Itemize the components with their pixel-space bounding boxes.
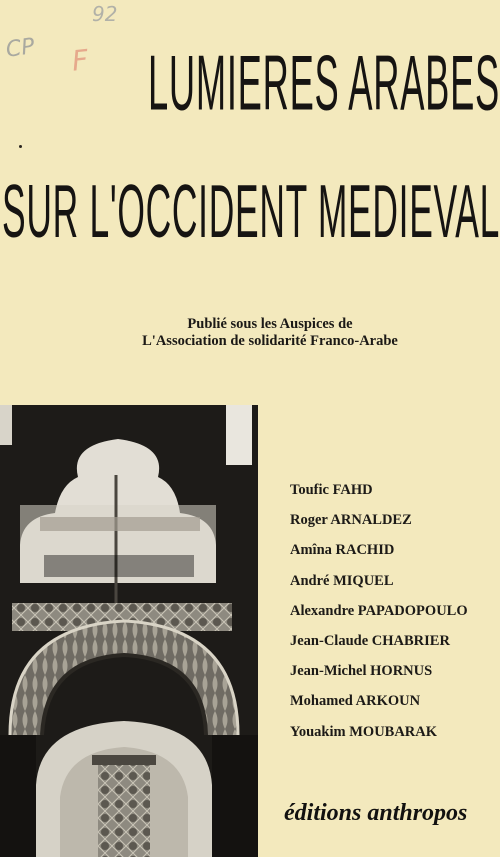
author-name: Amîna RACHID bbox=[290, 542, 395, 559]
author-name: Mohamed ARKOUN bbox=[290, 693, 421, 710]
author-name: Youakim MOUBARAK bbox=[290, 723, 438, 740]
publisher-name: éditions anthropos bbox=[284, 800, 468, 826]
author-name: Roger ARNALDEZ bbox=[290, 512, 412, 529]
handwritten-mark: F bbox=[70, 43, 90, 78]
mosque-arch-illustration bbox=[0, 405, 258, 857]
author-list bbox=[290, 482, 468, 754]
subtitle bbox=[120, 316, 420, 350]
author-name: Jean-Claude CHABRIER bbox=[290, 632, 450, 649]
handwritten-number: 92 bbox=[92, 2, 118, 26]
title-line-1: LUMIERES ARABES bbox=[148, 39, 500, 127]
author-name: Toufic FAHD bbox=[290, 482, 373, 498]
title-line-2: SUR L'OCCIDENT MEDIEVAL bbox=[2, 169, 500, 254]
subtitle-line-2: L'Association de solidarité Franco-Arabe bbox=[142, 333, 398, 349]
handwritten-code: CP bbox=[4, 34, 37, 63]
author-name: André MIQUEL bbox=[290, 572, 394, 589]
author-name: Jean-Michel HORNUS bbox=[290, 663, 433, 680]
ink-dot bbox=[19, 145, 22, 148]
subtitle-line-1: Publié sous les Auspices de bbox=[187, 316, 353, 332]
mosque-arch-photo bbox=[0, 405, 258, 857]
author-name: Alexandre PAPADOPOULO bbox=[290, 602, 468, 619]
